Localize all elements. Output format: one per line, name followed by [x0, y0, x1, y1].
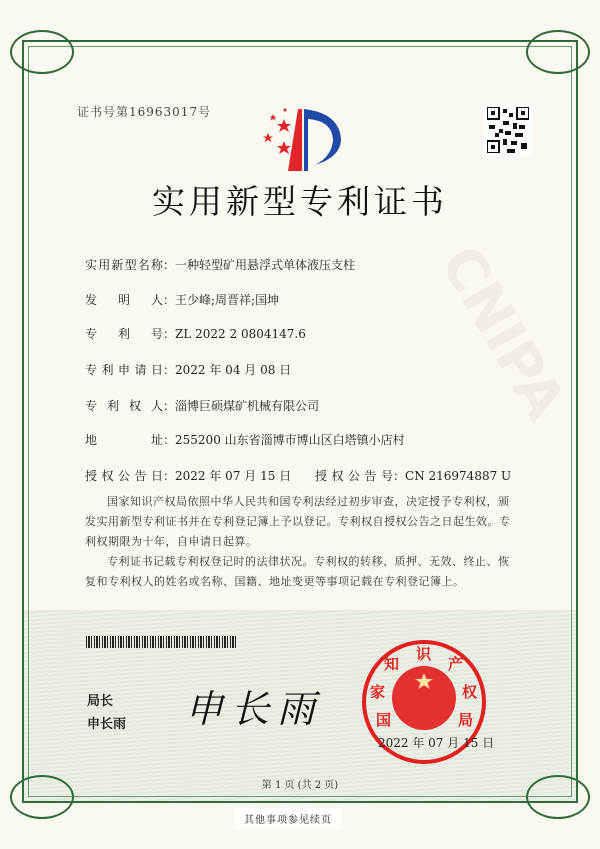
star-icon [414, 672, 434, 692]
seal-date: 2022 年 07 月 15 日 [378, 736, 495, 750]
official-seal: 国 家 知 识 产 权 局 [362, 640, 486, 764]
star-icon [277, 141, 291, 154]
cnipa-logo [255, 105, 350, 175]
corner-ornament [526, 30, 590, 74]
director-name: 申长雨 [87, 717, 127, 732]
national-emblem [392, 666, 456, 730]
corner-ornament [10, 30, 74, 74]
barcode [86, 636, 238, 648]
field-inventors: 发明人：王少峰;周晋祥;国坤 [85, 293, 280, 307]
star-icon [284, 109, 287, 112]
footer-note: 其他事项参见续页 [234, 808, 342, 829]
field-utility-model-name: 实用新型名称：一种轻型矿用悬浮式单体液压支柱 [85, 258, 356, 272]
logo-blue-p [304, 109, 341, 171]
field-patentee: 专利权人：淄博巨硕煤矿机械有限公司 [85, 399, 320, 413]
field-grant-date: 授权公告日：2022 年 07 月 15 日 [85, 469, 292, 483]
page-number: 第 1 页 (共 2 页) [261, 780, 339, 791]
star-icon [277, 119, 291, 132]
field-announcement-number: 授权公告号：CN 216974887 U [315, 469, 512, 483]
star-icon [270, 114, 277, 121]
star-icon [263, 133, 273, 142]
page-title: 实用新型专利证书 [152, 182, 448, 221]
watermark: CNIPA [427, 235, 578, 431]
statement-paragraph: 专利证书记载专利权登记时的法律状况。专利权的转移、质押、无效、终止、恢复和专利权人的姓名或名称、国籍、地址变更等事项记载在专利登记簿上。 [85, 555, 510, 588]
certificate-statement [85, 492, 515, 592]
logo-red-stroke [288, 109, 302, 171]
statement-paragraph: 国家知识产权局依照中华人民共和国专利法经过初步审查，决定授予专利权，颁发实用新型专利证书并在专利登记簿上予以登记。专利权自授权公告之日起生效。专利权期限为十年，自申请日起算。 [85, 495, 511, 548]
field-application-date: 专利申请日：2022 年 04 月 08 日 [85, 363, 292, 377]
director-signature: 申长雨 [185, 687, 324, 731]
director-title: 局长 [87, 694, 114, 709]
field-address: 地址：255200 山东省淄博市博山区白塔镇小店村 [85, 433, 405, 447]
qr-code[interactable] [484, 104, 532, 156]
certificate-number: 证书号第16963017号 [77, 105, 212, 119]
field-patent-number: 专利号：ZL 2022 2 0804147.6 [85, 327, 306, 341]
